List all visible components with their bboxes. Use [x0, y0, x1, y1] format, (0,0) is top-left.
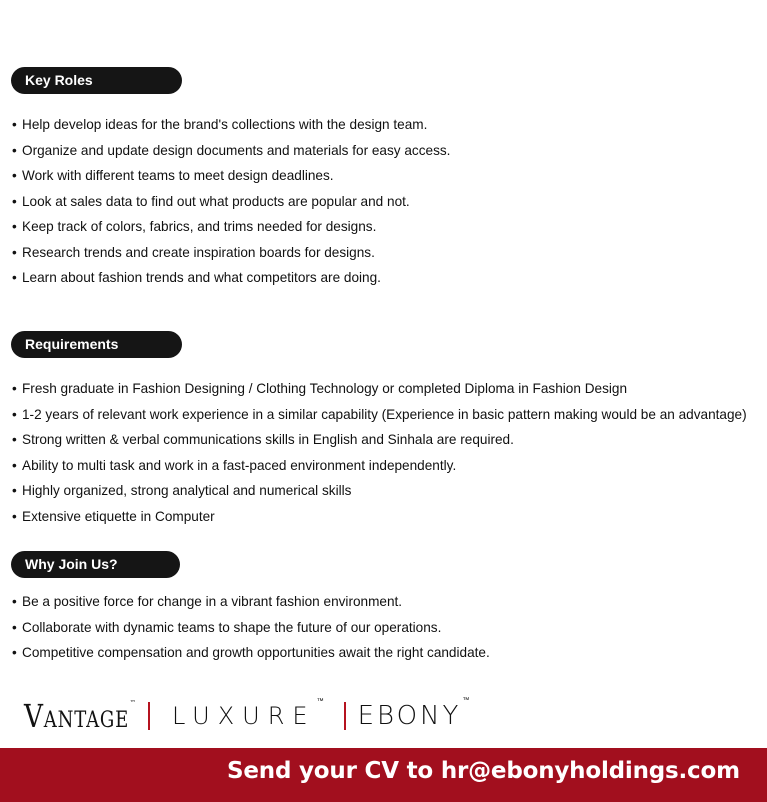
bullet-icon: •	[12, 594, 17, 609]
list-item-text: Collaborate with dynamic teams to shape the future of our operations.	[22, 619, 442, 635]
list-item	[12, 504, 747, 530]
vantage-logo-initial: V	[24, 697, 44, 735]
ebony-logo	[357, 696, 473, 731]
list-item	[12, 453, 747, 479]
list-item	[12, 163, 450, 189]
trademark-mark: ™	[462, 696, 473, 705]
brand-logos	[24, 696, 472, 736]
list-item	[12, 589, 490, 615]
bullet-icon: •	[12, 457, 17, 473]
list-item	[12, 376, 747, 402]
list-item	[12, 478, 747, 504]
bullet-icon: •	[12, 508, 17, 524]
ebony-logo-text: EBONY	[357, 701, 462, 731]
list-item	[12, 615, 490, 641]
bullet-icon: •	[12, 619, 17, 635]
list-item-text: Highly organized, strong analytical and numerical skills	[22, 483, 352, 498]
key-roles-heading: Key Roles	[11, 67, 182, 94]
send-cv-text: Send your CV to hr@ebonyholdings.com	[227, 758, 740, 784]
list-item	[12, 640, 490, 666]
list-item-text: Keep track of colors, fabrics, and trims needed for designs.	[22, 219, 377, 234]
bullet-icon: •	[12, 381, 17, 396]
bullet-icon: •	[12, 432, 17, 447]
brand-divider	[344, 702, 346, 730]
list-item-text: Extensive etiquette in Computer	[22, 508, 215, 524]
requirements-list	[12, 376, 747, 529]
list-item	[12, 402, 747, 428]
bullet-icon: •	[12, 168, 17, 183]
bullet-icon: •	[12, 483, 17, 498]
requirements-heading: Requirements	[11, 331, 182, 358]
bullet-icon: •	[12, 142, 17, 158]
bullet-icon: •	[12, 117, 17, 132]
list-item-text: Be a positive force for change in a vibrant fashion environment.	[22, 594, 403, 609]
list-item	[12, 138, 450, 164]
bullet-icon: •	[12, 244, 17, 260]
brand-divider	[148, 702, 150, 730]
trademark-mark: ™	[129, 698, 137, 707]
list-item-text: Competitive compensation and growth opportunities await the right candidate.	[22, 645, 490, 660]
vantage-logo	[24, 697, 137, 735]
luxure-logo	[172, 697, 332, 730]
luxure-logo-text: LUXURE	[172, 702, 316, 730]
list-item	[12, 240, 450, 266]
list-item-text: Organize and update design documents and materials for easy access.	[22, 142, 451, 158]
cv-footer-banner	[0, 748, 767, 802]
list-item-text: 1-2 years of relevant work experience in a similar capability (Experience in basic pattern making would be an advantage)	[22, 406, 747, 422]
why-join-heading: Why Join Us?	[11, 551, 180, 578]
list-item	[12, 427, 747, 453]
list-item-text: Work with different teams to meet design deadlines.	[22, 168, 334, 183]
bullet-icon: •	[12, 406, 17, 422]
list-item	[12, 214, 450, 240]
list-item-text: Strong written & verbal communications skills in English and Sinhala are required.	[22, 432, 514, 447]
list-item	[12, 112, 450, 138]
list-item-text: Ability to multi task and work in a fast-paced environment independently.	[22, 457, 457, 473]
why-join-list	[12, 589, 490, 666]
list-item	[12, 189, 450, 215]
list-item-text: Fresh graduate in Fashion Designing / Clothing Technology or completed Diploma in Fashion Design	[22, 381, 628, 396]
key-roles-list	[12, 112, 450, 291]
trademark-mark: ™	[316, 697, 332, 705]
list-item	[12, 265, 450, 291]
bullet-icon: •	[12, 270, 17, 285]
vantage-logo-rest: ANTAGE	[43, 708, 130, 733]
bullet-icon: •	[12, 193, 17, 209]
list-item-text: Help develop ideas for the brand's collections with the design team.	[22, 117, 428, 132]
bullet-icon: •	[12, 645, 17, 660]
bullet-icon: •	[12, 219, 17, 234]
list-item-text: Research trends and create inspiration boards for designs.	[22, 244, 375, 260]
list-item-text: Learn about fashion trends and what competitors are doing.	[22, 270, 381, 285]
list-item-text: Look at sales data to find out what products are popular and not.	[22, 193, 410, 209]
